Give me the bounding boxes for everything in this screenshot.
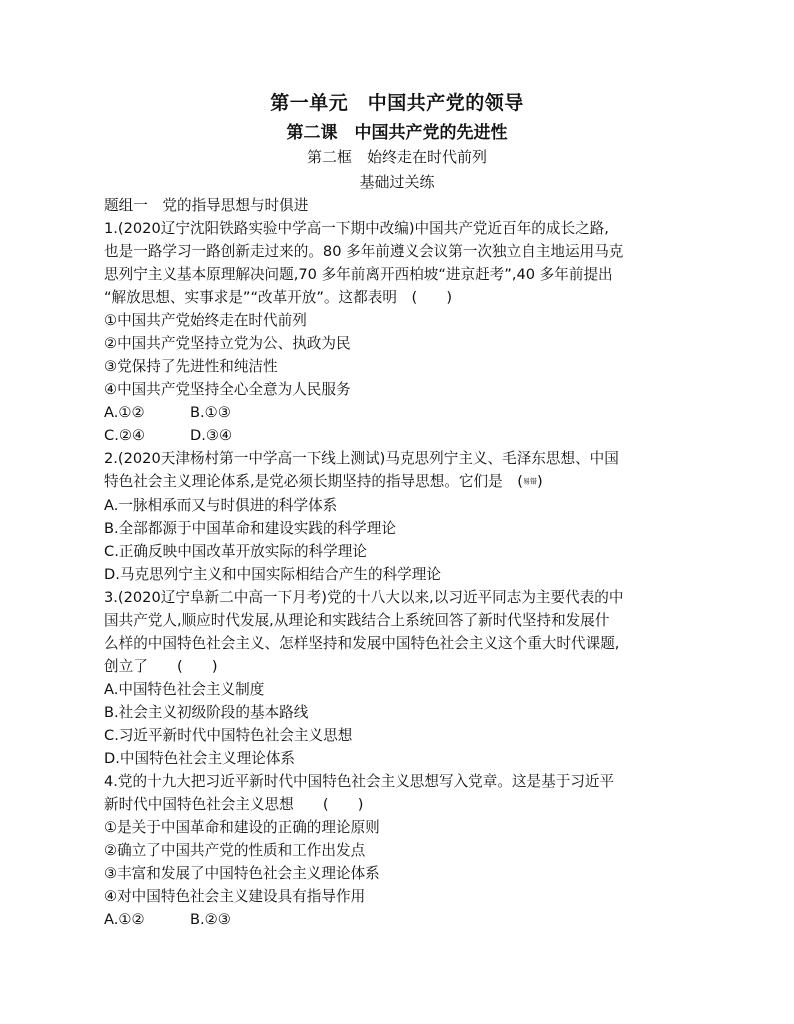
statement: ④对中国特色社会主义建设具有指导作用: [104, 887, 366, 905]
statement: ④中国共产党坚持全心全意为人民服务: [104, 381, 351, 398]
statement: ②确立了中国共产党的性质和工作出发点: [104, 841, 366, 859]
lesson-title: 第二课 中国共产党的先进性: [286, 123, 508, 143]
question-line: 3.(2020辽宁阜新二中高一下月考)党的十八大以来,以习近平同志为主要代表的中: [104, 588, 624, 606]
question-1: [104, 217, 690, 447]
statement: ①是关于中国革命和建设的正确的理论原则: [104, 818, 380, 836]
question-line: 创立了 ( ): [104, 657, 218, 675]
question-3: [104, 586, 690, 770]
question-line: 也是一路学习一路创新走过来的。80 多年前遵义会议第一次独立自主地运用马克: [104, 243, 624, 260]
option-row: [104, 424, 690, 447]
frame-title: 第二框 始终走在时代前列: [306, 148, 487, 166]
question-line: 2.(2020天津杨村第一中学高一下线上测试)马克思列宁主义、毛泽东思想、中国: [104, 450, 619, 467]
statement: ②中国共产党坚持立党为公、执政为民: [104, 335, 351, 352]
section-title: 基础过关练: [359, 173, 435, 191]
question-line: 4.党的十九大把习近平新时代中国特色社会主义思想写入党章。这是基于习近平: [104, 772, 615, 790]
option-a: A.中国特色社会主义制度: [104, 680, 265, 698]
question-2: [104, 447, 690, 586]
option-b: B.②③: [190, 910, 231, 928]
option-row: [104, 401, 690, 424]
option-c: C.②④: [104, 427, 145, 444]
statement: ③党保持了先进性和纯洁性: [104, 358, 278, 375]
option-c: C.正确反映中国改革开放实际的科学理论: [104, 542, 367, 560]
option-b: B.①③: [190, 404, 231, 421]
option-a: A.①②: [104, 404, 145, 421]
option-row: [104, 908, 690, 931]
question-line: 么样的中国特色社会主义、怎样坚持和发展中国特色社会主义这个重大时代课题,: [104, 634, 620, 652]
option-a: A.①②: [104, 910, 145, 928]
option-d: D.中国特色社会主义理论体系: [104, 749, 296, 767]
question-line: 1.(2020辽宁沈阳铁路实验中学高一下期中改编)中国共产党近百年的成长之路,: [104, 220, 609, 237]
statement: ①中国共产党始终走在时代前列: [104, 312, 307, 329]
unit-title: 第一单元 中国共产党的领导: [270, 92, 524, 114]
close-paren: ): [536, 473, 543, 490]
question-line: “解放思想、实事求是”“改革开放”。这都表明 ( ): [104, 289, 453, 306]
question-line: 新时代中国特色社会主义思想 ( ): [104, 795, 364, 813]
option-d: D.马克思列宁主义和中国实际相结合产生的科学理论: [104, 565, 441, 583]
question-body: [104, 194, 690, 931]
error-prone-mark: 易错: [522, 477, 537, 486]
question-line: 思列宁主义基本原理解决问题,70 多年前离开西柏坡“进京赶考”,40 多年前提出: [104, 266, 613, 283]
option-a: A.一脉相承而又与时俱进的科学体系: [104, 496, 338, 514]
question-line-text: 特色社会主义理论体系,是党必须长期坚持的指导思想。它们是 (: [104, 473, 523, 490]
question-line: 国共产党人,顺应时代发展,从理论和实践结合上系统回答了新时代坚持和发展什: [104, 611, 610, 629]
statement: ③丰富和发展了中国特色社会主义理论体系: [104, 864, 380, 882]
group-label: 题组一 党的指导思想与时俱进: [104, 197, 309, 214]
option-d: D.③④: [190, 427, 233, 444]
question-4: [104, 770, 690, 931]
option-c: C.习近平新时代中国特色社会主义思想: [104, 726, 353, 744]
option-b: B.社会主义初级阶段的基本路线: [104, 703, 309, 721]
question-line: [104, 470, 690, 494]
option-b: B.全部都源于中国革命和建设实践的科学理论: [104, 519, 396, 537]
